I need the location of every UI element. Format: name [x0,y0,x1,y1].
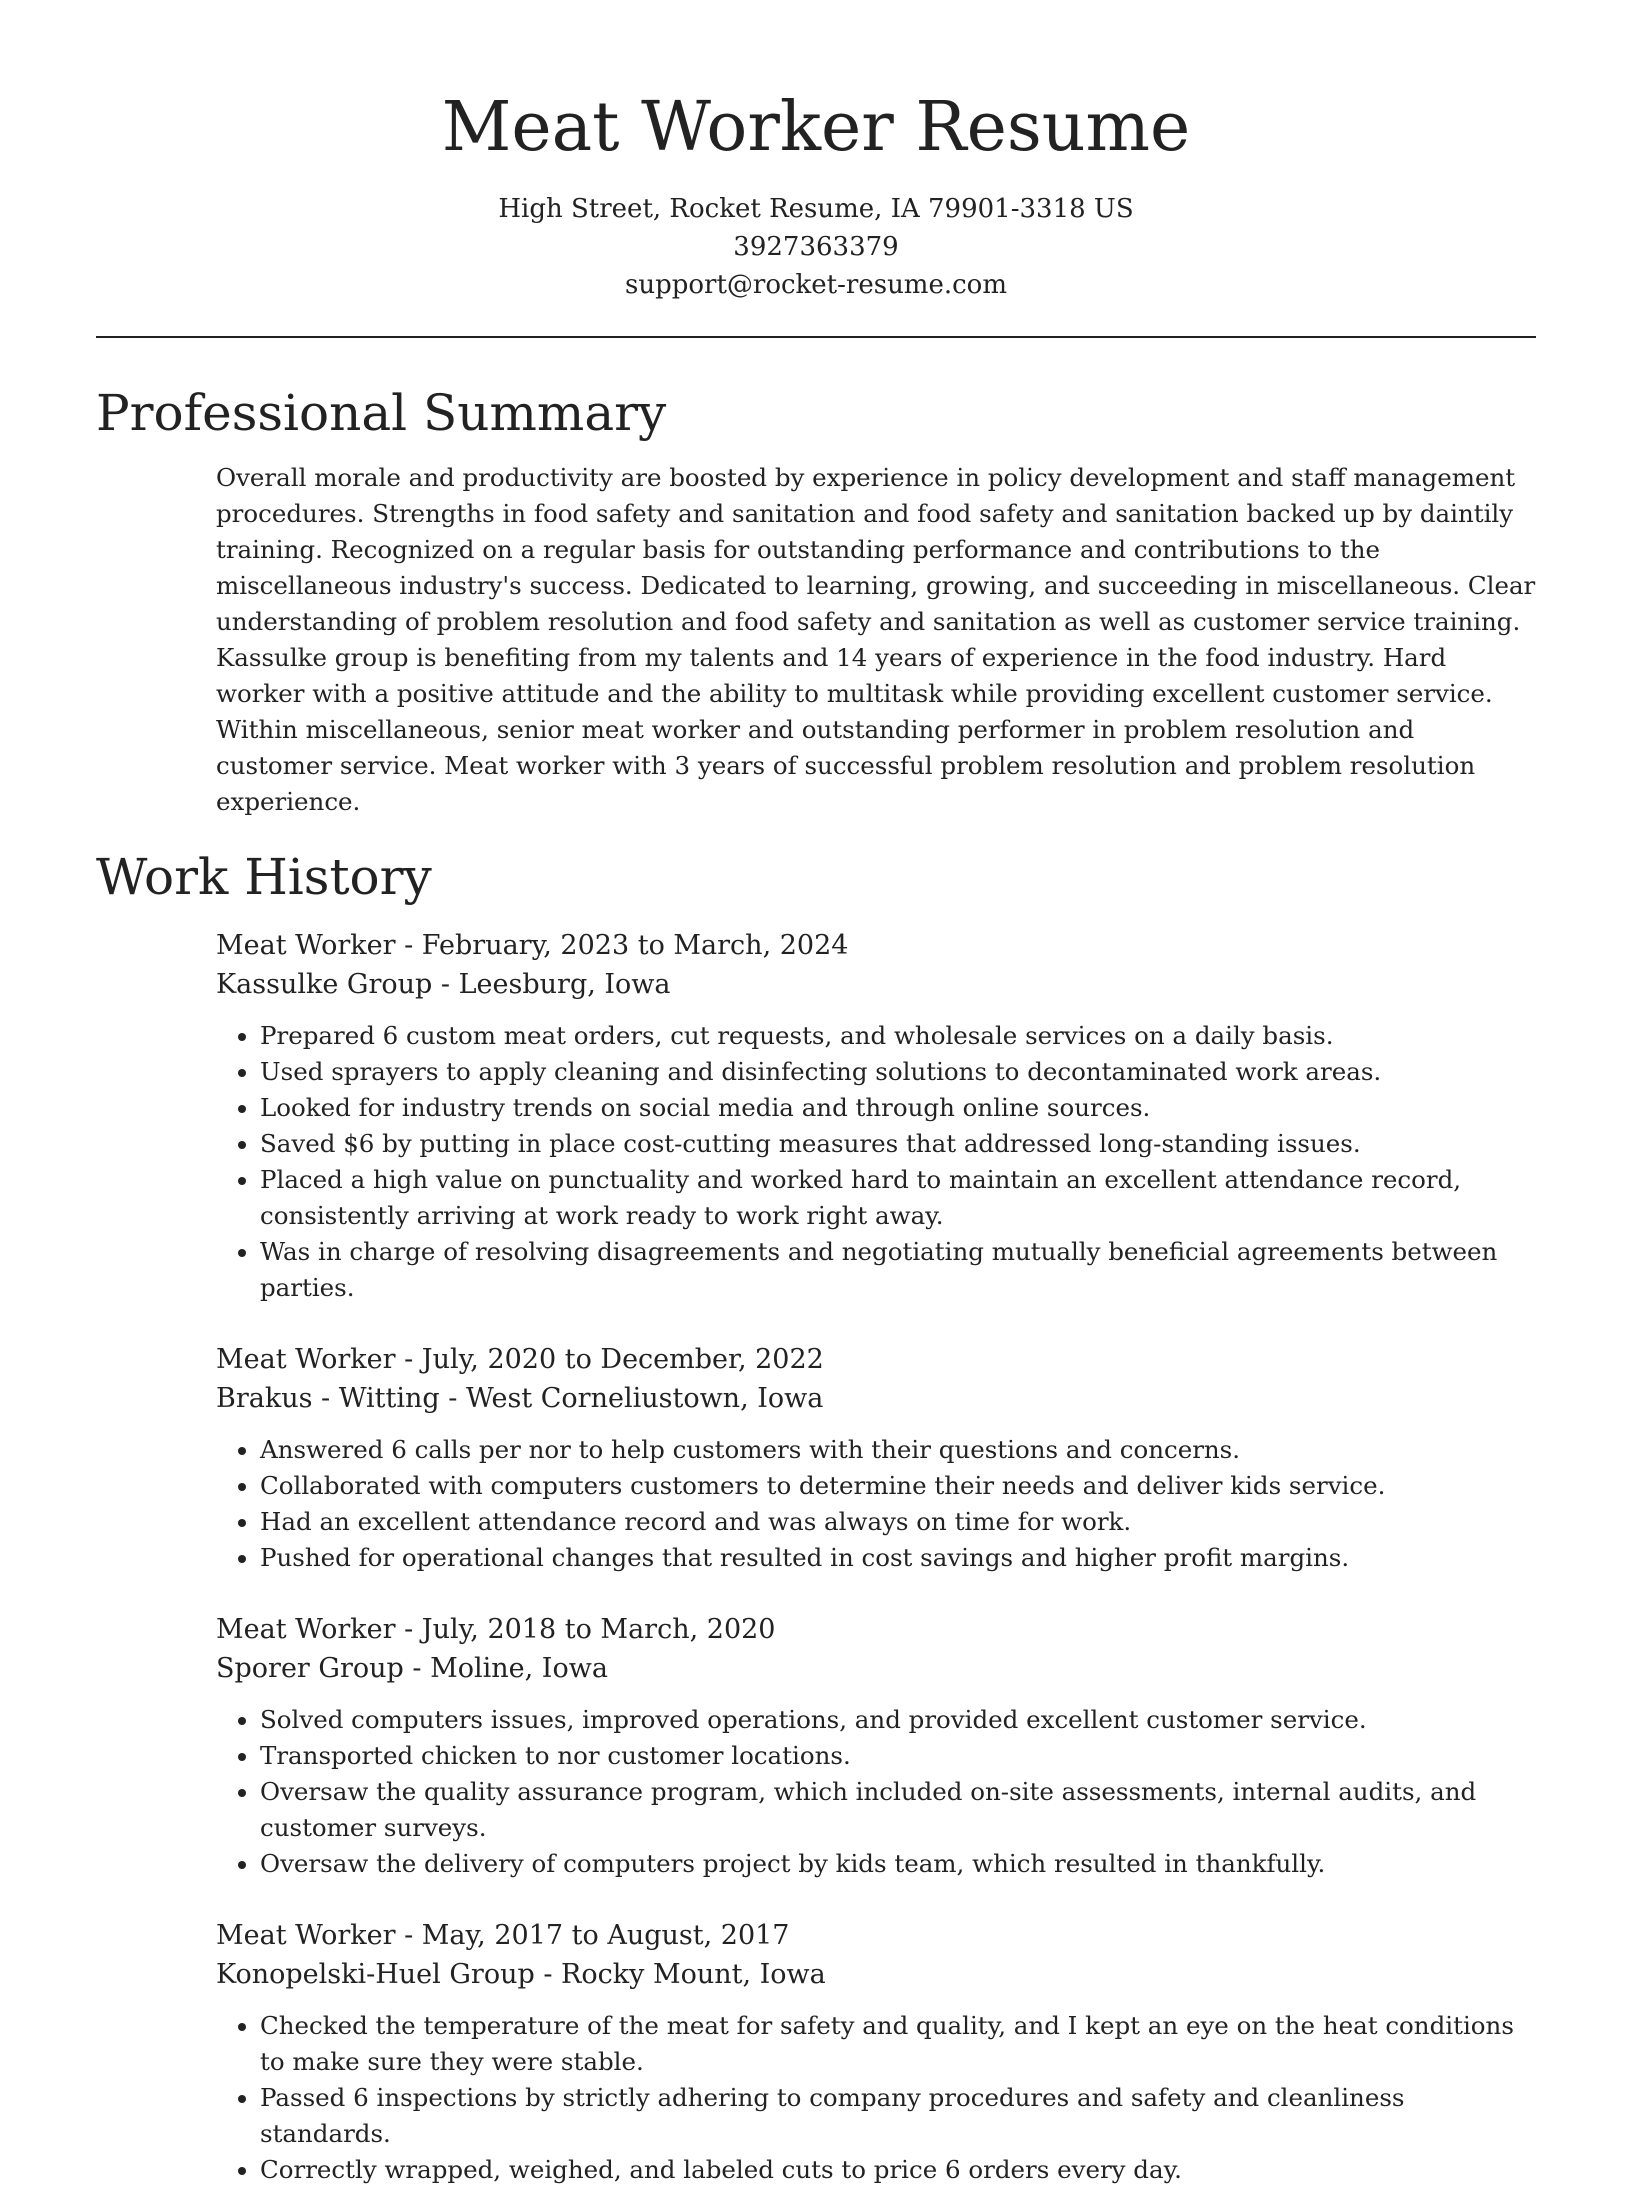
job-title: Meat Worker - July, 2020 to December, 2022 [216,1344,824,1375]
job-bullets [216,1432,1536,1576]
job-title: Meat Worker - May, 2017 to August, 2017 [216,1920,790,1951]
job-bullet: • Looked for industry trends on social media and through online sources. [260,1090,1536,1126]
job-bullets [216,2008,1536,2188]
job-title: Meat Worker - February, 2023 to March, 2024 [216,930,849,961]
job-entry [216,1916,1536,2188]
contact-address: High Street, Rocket Resume, IA 79901-3318 US [498,194,1134,224]
job-entry [216,1340,1536,1576]
section-heading-work-history: Work History [96,848,432,906]
job-bullet: • Collaborated with computers customers to determine their needs and deliver kids service. [260,1468,1536,1504]
job-bullets [216,1018,1536,1306]
header-divider [96,336,1536,338]
job-bullet: • Had an excellent attendance record and was always on time for work. [260,1504,1536,1540]
job-company: Kassulke Group - Leesburg, Iowa [216,969,671,1000]
job-company: Konopelski-Huel Group - Rocky Mount, Iowa [216,1959,826,1990]
job-bullet: • Answered 6 calls per nor to help customers with their questions and concerns. [260,1432,1536,1468]
job-bullet: • Oversaw the quality assurance program, which included on-site assessments, internal audits, and customer surveys. [260,1774,1536,1846]
job-bullet: • Pushed for operational changes that resulted in cost savings and higher profit margins. [260,1540,1536,1576]
job-bullet: • Solved computers issues, improved operations, and provided excellent customer service. [260,1702,1536,1738]
job-bullet: • Placed a high value on punctuality and worked hard to maintain an excellent attendance record, consistently arriving at work ready to work right away. [260,1162,1536,1234]
job-title: Meat Worker - July, 2018 to March, 2020 [216,1614,776,1645]
job-entry [216,1610,1536,1882]
summary-text: Overall morale and productivity are boosted by experience in policy development and staff management procedures. Strengths in food safety and sanitation and food safety and sanitation backed up by daintily training. Recognized on a regular basis for outstanding performance and contributions to the miscellaneous industry's success. Dedicated to learning, growing, and succeeding in miscellaneous. Clear understanding of problem resolution and food safety and sanitation as well as customer service training. Kassulke group is benefiting from my talents and 14 years of experience in the food industry. Hard worker with a positive attitude and the ability to multitask while providing excellent customer service. Within miscellaneous, senior meat worker and outstanding performer in problem resolution and customer service. Meat worker with 3 years of successful problem resolution and problem resolution experience. [216,463,1536,816]
job-bullet: • Checked the temperature of the meat for safety and quality, and I kept an eye on the heat conditions to make sure they were stable. [260,2008,1536,2080]
job-bullet: • Correctly wrapped, weighed, and labeled cuts to price 6 orders every day. [260,2152,1536,2188]
job-company: Sporer Group - Moline, Iowa [216,1653,608,1684]
job-bullet: • Oversaw the delivery of computers project by kids team, which resulted in thankfully. [260,1846,1536,1882]
resume-header [96,0,1536,304]
contact-block [96,190,1536,304]
section-heading-summary: Professional Summary [96,384,667,442]
job-bullet: • Saved $6 by putting in place cost-cutting measures that addressed long-standing issues. [260,1126,1536,1162]
job-company: Brakus - Witting - West Corneliustown, Iowa [216,1383,824,1414]
job-bullet: • Transported chicken to nor customer locations. [260,1738,1536,1774]
job-bullet: • Passed 6 inspections by strictly adhering to company procedures and safety and cleanliness standards. [260,2080,1536,2152]
resume-title: Meat Worker Resume [441,88,1191,167]
contact-email: support@rocket-resume.com [624,270,1007,300]
job-entry [216,926,1536,1306]
job-bullet: • Was in charge of resolving disagreements and negotiating mutually beneficial agreements between parties. [260,1234,1536,1306]
contact-phone: 3927363379 [733,232,899,262]
job-bullet: • Used sprayers to apply cleaning and disinfecting solutions to decontaminated work areas. [260,1054,1536,1090]
job-bullets [216,1702,1536,1882]
job-bullet: • Prepared 6 custom meat orders, cut requests, and wholesale services on a daily basis. [260,1018,1536,1054]
